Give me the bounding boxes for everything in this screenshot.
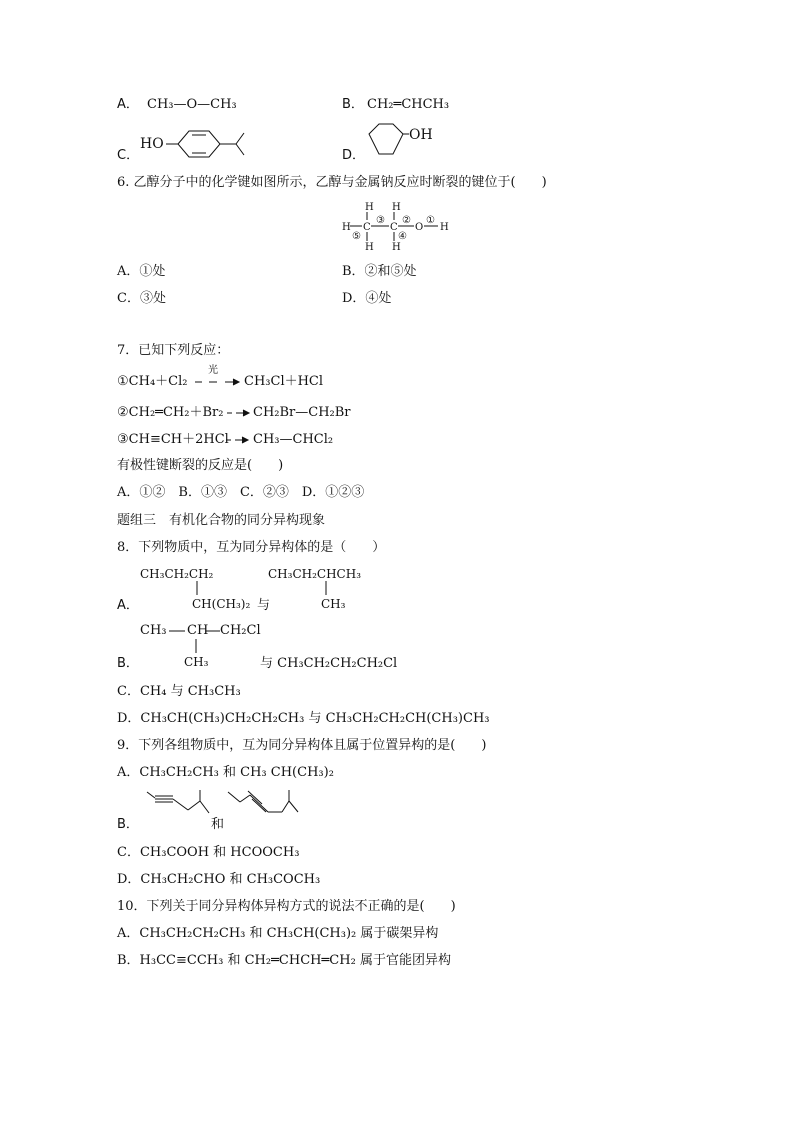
q8-a-mol1-bottom: CH(CH₃)₂: [192, 597, 251, 611]
q6-stem: 6. 乙醇分子中的化学键如图所示，乙醇与金属钠反应时断裂的键位于( ): [117, 175, 547, 190]
q8-a-mol2-bottom: CH₃: [321, 597, 346, 611]
svg-text:H: H: [440, 222, 449, 233]
q5-option-c-structure: [140, 126, 275, 162]
q9-option-d: D．CH₃CH₂CHO 和 CH₃COCH₃: [117, 872, 321, 887]
svg-text:①: ①: [426, 215, 435, 226]
svg-text:OH: OH: [409, 127, 433, 143]
q7-reaction2-arrow: [227, 407, 253, 419]
q10-option-b: B．H₃CC≡CCH₃ 和 CH₂═CHCH═CH₂ 属于官能团异构: [117, 953, 451, 968]
svg-text:H: H: [392, 202, 401, 213]
q7-reaction1-reactants: ①CH₄＋Cl₂: [117, 374, 188, 389]
q8-b-mol1-ch: CH: [187, 623, 209, 638]
q6-option-d: D．④处: [342, 291, 392, 306]
q8-b-mol1-ch3: CH₃: [140, 623, 167, 638]
svg-text:⑤: ⑤: [352, 231, 361, 242]
q7-reaction2-products: CH₂Br—CH₂Br: [253, 405, 351, 420]
q8-b-bond-down: [195, 639, 199, 655]
section-heading: 题组三 有机化合物的同分异构现象: [117, 513, 326, 528]
svg-text:O: O: [415, 222, 424, 233]
q6-ethanol-structure: [338, 198, 458, 254]
q5-option-a-label: A．: [117, 97, 139, 112]
q7-stem: 7．已知下列反应：: [117, 343, 230, 358]
q8-b-mol1-bottom: CH₃: [184, 655, 209, 669]
svg-text:②: ②: [402, 215, 411, 226]
q7-options: A．①② B．①③ C．②③ D．①②③: [117, 485, 365, 500]
q7-reaction1-condition: 光: [208, 365, 218, 376]
q9-b-and: 和: [211, 817, 225, 832]
q9-option-b-label: B．: [117, 817, 139, 832]
q8-a-mol2-bond: [325, 581, 329, 597]
svg-text:H: H: [365, 242, 374, 253]
q10-stem: 10．下列关于同分异构体异构方式的说法不正确的是( ): [117, 899, 456, 914]
q7-reaction3-reactants: ③CH≡CH＋2HCl: [117, 432, 229, 447]
q5-option-d-label: D．: [342, 148, 366, 163]
q6-option-a: A．①处: [117, 264, 166, 279]
q8-b-mol1-ch2cl: CH₂Cl: [220, 623, 261, 638]
q8-b-bond-left: [169, 630, 189, 634]
svg-text:C: C: [390, 222, 398, 233]
q8-b-with: 与 CH₃CH₂CH₂CH₂Cl: [260, 656, 398, 671]
svg-text:H: H: [365, 202, 374, 213]
svg-text:④: ④: [398, 231, 407, 242]
q6-option-c: C．③处: [117, 291, 166, 306]
q5-option-a-formula: CH₃—O—CH₃: [147, 97, 237, 112]
q7-reaction1-arrow: [195, 376, 243, 388]
q7-reaction3-arrow: [226, 434, 252, 446]
q8-option-c: C．CH₄ 与 CH₃CH₃: [117, 684, 241, 699]
q9-option-c: C．CH₃COOH 和 HCOOCH₃: [117, 845, 300, 860]
svg-text:C: C: [363, 222, 371, 233]
svg-text:H: H: [342, 222, 351, 233]
q8-option-d: D．CH₃CH(CH₃)CH₂CH₂CH₃ 与 CH₃CH₂CH₂CH(CH₃)CH₃: [117, 711, 490, 726]
q9-option-a: A．CH₃CH₂CH₃ 和 CH₃ CH(CH₃)₂: [117, 765, 334, 780]
q9-b-structure2: [226, 790, 306, 830]
q8-a-with: 与: [257, 598, 271, 613]
svg-text:HO: HO: [140, 136, 164, 152]
q5-option-b-formula: CH₂═CHCH₃: [367, 97, 450, 112]
q7-reaction3-products: CH₃—CHCl₂: [253, 432, 334, 447]
q6-option-b: B．②和⑤处: [342, 264, 417, 279]
q8-option-a-label: A．: [117, 598, 139, 613]
q9-b-structure1: [145, 790, 215, 830]
q7-reaction2-reactants: ②CH₂═CH₂＋Br₂: [117, 405, 224, 420]
q5-option-d-structure: [365, 122, 435, 166]
q8-stem: 8．下列物质中，互为同分异构体的是（ ）: [117, 540, 386, 555]
svg-text:H: H: [392, 242, 401, 253]
q5-option-b-label: B．: [342, 97, 364, 112]
q7-question: 有极性键断裂的反应是( ): [117, 458, 284, 473]
q8-a-mol1-bond: [196, 581, 200, 597]
q8-a-mol1-top: CH₃CH₂CH₂: [140, 567, 214, 581]
svg-text:③: ③: [376, 215, 385, 226]
q5-option-c-label: C．: [117, 148, 140, 163]
q10-option-a: A．CH₃CH₂CH₂CH₃ 和 CH₃CH(CH₃)₂ 属于碳架异构: [117, 926, 439, 941]
q9-stem: 9．下列各组物质中，互为同分异构体且属于位置异构的是( ): [117, 738, 487, 753]
q8-option-b-label: B．: [117, 656, 139, 671]
q7-reaction1-products: CH₃Cl＋HCl: [244, 374, 324, 389]
q8-a-mol2-top: CH₃CH₂CHCH₃: [268, 567, 362, 581]
